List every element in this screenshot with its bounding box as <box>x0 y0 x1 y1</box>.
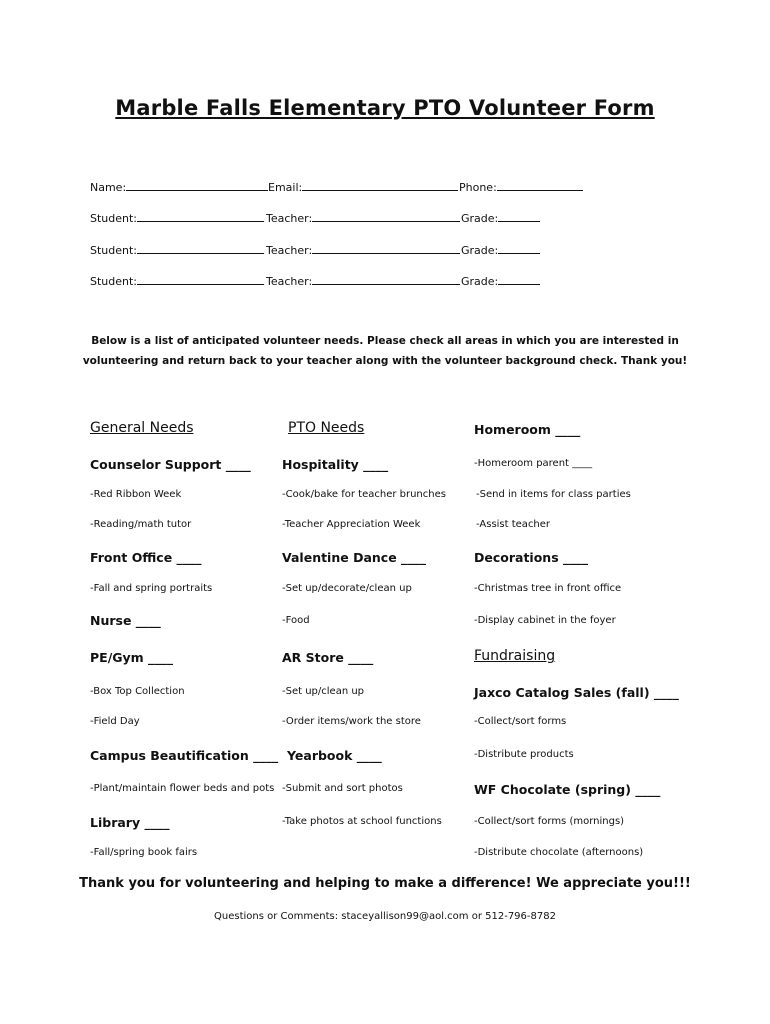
teacher-field[interactable] <box>266 273 460 288</box>
name-field[interactable] <box>90 179 268 194</box>
student-field[interactable] <box>90 242 264 257</box>
homeroom-parent-option[interactable]: -Homeroom parent ____ <box>474 458 593 469</box>
red-ribbon-week-task: -Red Ribbon Week <box>90 489 182 500</box>
email-label: Email: <box>268 181 303 194</box>
student-label: Student: <box>90 244 138 257</box>
student-blank-line <box>137 210 264 222</box>
christmas-tree-task: -Christmas tree in front office <box>474 583 622 594</box>
setup-cleanup-task: -Set up/clean up <box>282 686 365 697</box>
student-label: Student: <box>90 275 138 288</box>
collect-forms-mornings-task: -Collect/sort forms (mornings) <box>474 816 625 827</box>
instructions-line: Below is a list of anticipated volunteer needs. Please check all areas in which you are interested in <box>91 335 679 347</box>
homeroom-option[interactable]: Homeroom ____ <box>474 422 581 437</box>
grade-blank-line <box>498 273 540 285</box>
teacher-label: Teacher: <box>266 212 313 225</box>
order-items-task: -Order items/work the store <box>282 716 421 727</box>
teacher-brunches-task: -Cook/bake for teacher brunches <box>282 489 446 500</box>
yearbook-option[interactable]: Yearbook ____ <box>287 748 382 763</box>
display-cabinet-task: -Display cabinet in the foyer <box>474 615 616 626</box>
name-label: Name: <box>90 181 127 194</box>
decorations-option[interactable]: Decorations ____ <box>474 550 588 565</box>
name-blank-line <box>126 179 268 191</box>
class-parties-task: -Send in items for class parties <box>476 489 631 500</box>
pto-needs-heading: PTO Needs <box>288 420 365 436</box>
student-blank-line <box>137 242 264 254</box>
instructions-line: volunteering and return back to your teacher along with the volunteer background check. Thank you! <box>82 355 688 367</box>
grade-label: Grade: <box>461 275 499 288</box>
book-fairs-task: -Fall/spring book fairs <box>90 847 198 858</box>
grade-blank-line <box>498 242 540 254</box>
collect-forms-task: -Collect/sort forms <box>474 716 567 727</box>
counselor-support-option[interactable]: Counselor Support ____ <box>90 457 251 472</box>
front-office-option[interactable]: Front Office ____ <box>90 550 202 565</box>
library-option[interactable]: Library ____ <box>90 815 170 830</box>
instructions-paragraph <box>0 331 770 371</box>
teacher-blank-line <box>312 242 460 254</box>
student-blank-line <box>137 273 264 285</box>
student-field[interactable] <box>90 210 264 225</box>
contact-line: Questions or Comments: staceyallison99@aol.com or 512-796-8782 <box>214 911 556 922</box>
grade-label: Grade: <box>461 244 499 257</box>
grade-field[interactable] <box>461 210 540 225</box>
take-photos-task: -Take photos at school functions <box>282 816 442 827</box>
flower-beds-task: -Plant/maintain flower beds and pots <box>90 783 275 794</box>
teacher-appreciation-task: -Teacher Appreciation Week <box>282 519 421 530</box>
teacher-label: Teacher: <box>266 244 313 257</box>
general-needs-heading: General Needs <box>90 420 194 436</box>
phone-field[interactable] <box>459 179 583 194</box>
jaxco-catalog-sales-option[interactable]: Jaxco Catalog Sales (fall) ____ <box>474 685 679 700</box>
teacher-blank-line <box>312 273 460 285</box>
fundraising-heading: Fundraising <box>474 648 556 664</box>
form-title: Marble Falls Elementary PTO Volunteer Form <box>115 96 655 120</box>
distribute-products-task: -Distribute products <box>474 749 574 760</box>
reading-math-tutor-task: -Reading/math tutor <box>90 519 192 530</box>
food-task: -Food <box>282 615 310 626</box>
phone-label: Phone: <box>459 181 497 194</box>
decorate-task: -Set up/decorate/clean up <box>282 583 412 594</box>
wf-chocolate-option[interactable]: WF Chocolate (spring) ____ <box>474 782 661 797</box>
assist-teacher-task: -Assist teacher <box>476 519 551 530</box>
nurse-option[interactable]: Nurse ____ <box>90 613 161 628</box>
grade-blank-line <box>498 210 540 222</box>
teacher-field[interactable] <box>266 242 460 257</box>
phone-blank-line <box>497 179 583 191</box>
email-field[interactable] <box>268 179 458 194</box>
hospitality-option[interactable]: Hospitality ____ <box>282 457 389 472</box>
grade-field[interactable] <box>461 242 540 257</box>
thank-you-message: Thank you for volunteering and helping to make a difference! We appreciate you!!! <box>79 876 691 891</box>
teacher-field[interactable] <box>266 210 460 225</box>
valentine-dance-option[interactable]: Valentine Dance ____ <box>282 550 427 565</box>
box-top-collection-task: -Box Top Collection <box>90 686 185 697</box>
email-blank-line <box>302 179 458 191</box>
submit-photos-task: -Submit and sort photos <box>282 783 403 794</box>
student-field[interactable] <box>90 273 264 288</box>
field-day-task: -Field Day <box>90 716 140 727</box>
grade-label: Grade: <box>461 212 499 225</box>
ar-store-option[interactable]: AR Store ____ <box>282 650 374 665</box>
grade-field[interactable] <box>461 273 540 288</box>
teacher-label: Teacher: <box>266 275 313 288</box>
teacher-blank-line <box>312 210 460 222</box>
student-label: Student: <box>90 212 138 225</box>
distribute-chocolate-task: -Distribute chocolate (afternoons) <box>474 847 644 858</box>
campus-beautification-option[interactable]: Campus Beautification ____ <box>90 748 279 763</box>
portraits-task: -Fall and spring portraits <box>90 583 213 594</box>
pe-gym-option[interactable]: PE/Gym ____ <box>90 650 174 665</box>
